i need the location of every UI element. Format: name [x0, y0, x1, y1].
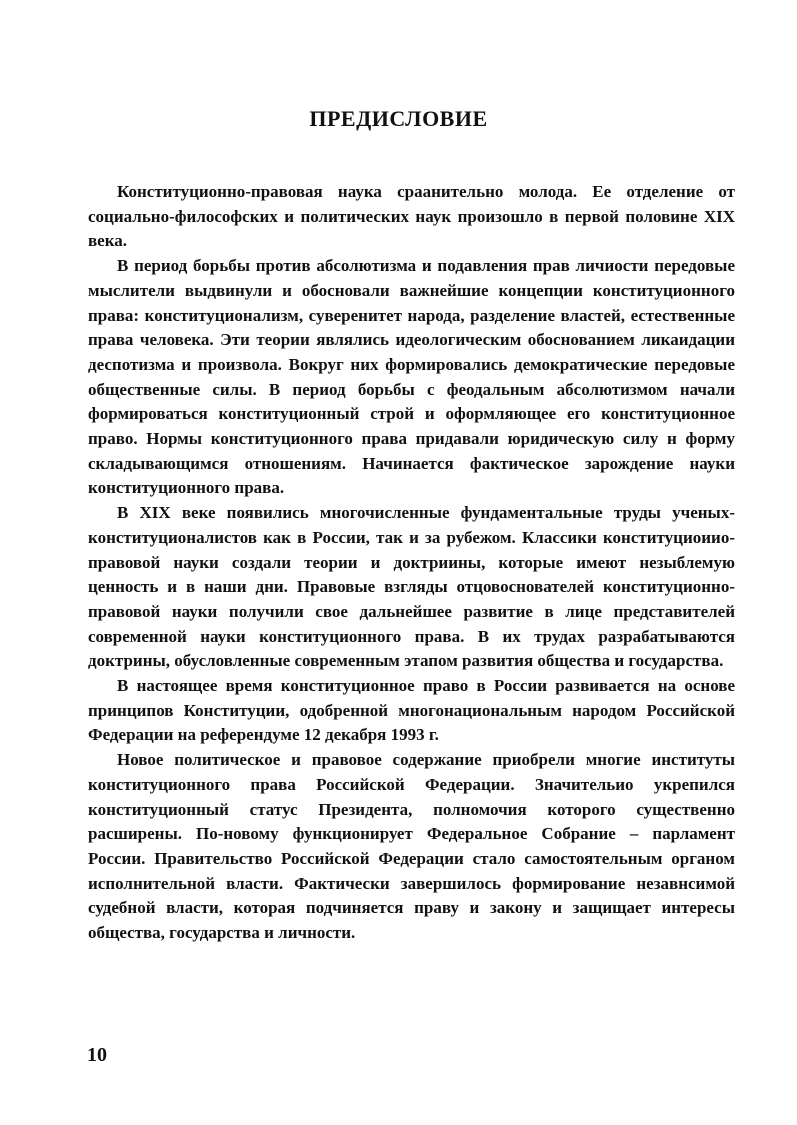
paragraph-4: В настоящее время конституционное право в России развивается на основе принципов Конституции, одобренной многонациональным народом Российской Федерации на референдуме 12 декабря 1993 г. — [88, 676, 735, 745]
paragraph-1: Конституционно-правовая наука сраанительно молода. Ее отделение от социально-философских и политических наук произошло в первой половине XIX века. — [88, 182, 735, 251]
paragraph-2: В период борьбы против абсолютизма и подавления прав личиости передовые мыслители выдвинули и обосновали важнейшие концепции конституционного права: конституционализм, суверенитет народа, разделение властей, естественные права человека. Эти теории являлись идеологическим обоснованием ликаидации деспотизма и произвола. Вокруг них формировались демократические передовые общественные силы. В период борьбы с феодальным абсолютизмом начали формироваться конституционный строй и оформляющее его конституционное право. Нормы конституционного права придавали юридическую силу н форму складывающимся отношениям. Начинается фактическое зарождение науки конституционного права. — [88, 256, 735, 498]
page-number: 10 — [87, 1044, 107, 1066]
body-text — [88, 180, 735, 946]
paragraph-3: В XIX веке появились многочисленные фундаментальные труды ученых-конституционалистов как в России, так и за рубежом. Классики конституциоиио-правовой науки создали теории и доктриины, которые имеют незыблемую ценность и в наши дни. Правовые взгляды отцовоснователей конституционно-правовой науки получили свое дальнейшее развитие в лице представителей современной науки конституционного права. В их трудах разрабатываются доктрины, обусловленные современным этапом развития общества и государства. — [88, 503, 735, 671]
paragraph-5: Новое политическое и правовое содержание приобрели многие институты конституционного права Российской Федерации. Значительио укрепился конституционный статус Президента, полномочия которого существенно расширены. По-новому функционирует Федеральное Собрание – парламент России. Правительство Российской Федерации стало самостоятельным органом исполнительной власти. Фактически завершилось формирование незавнсимой судебной власти, которая подчиняется праву и закону и защищает интересы общества, государства и личности. — [88, 750, 735, 943]
page-title: ПРЕДИСЛОВИЕ — [309, 106, 488, 131]
